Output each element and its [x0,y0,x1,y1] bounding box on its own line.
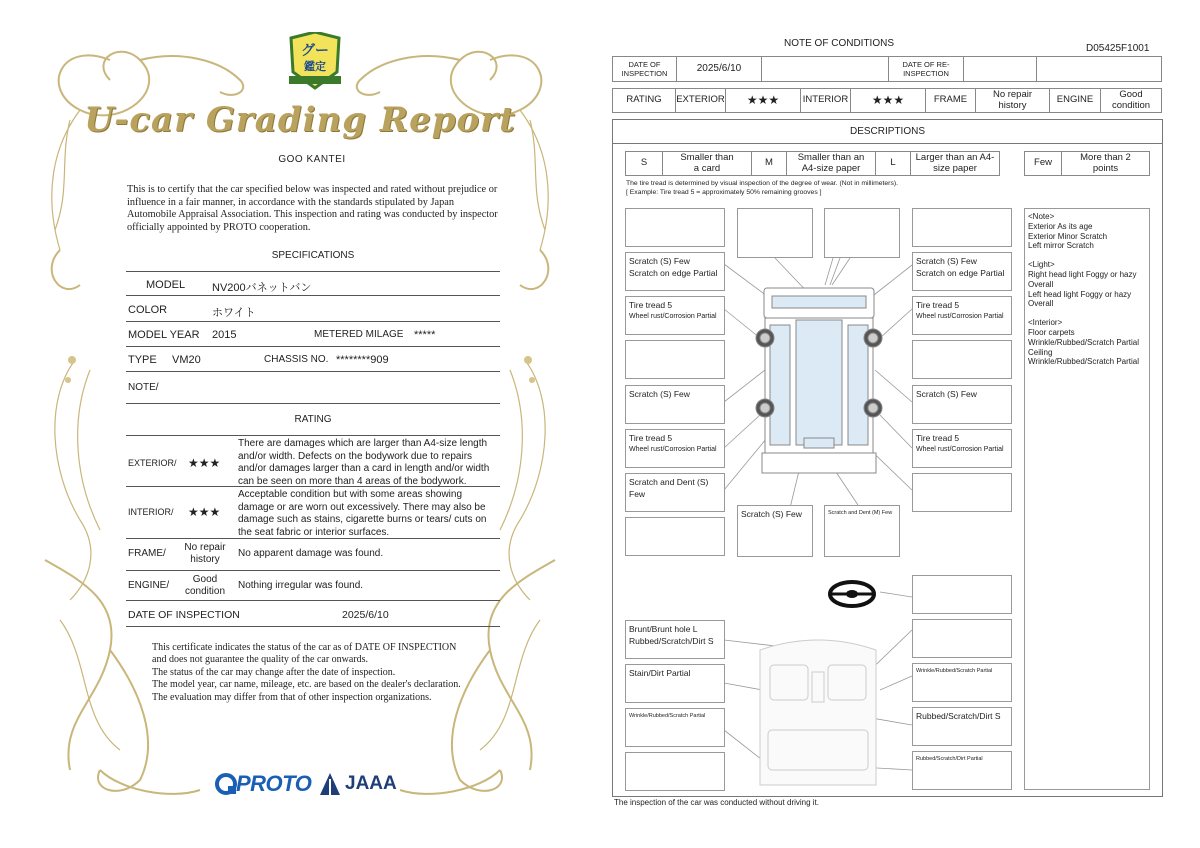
tread-note-2: [ Example: Tire tread 5 = approximately 50% remaining grooves ] [626,189,822,196]
box-right-2-line-1: Scratch (S) Few [916,256,977,266]
rating-row-engine [126,571,500,601]
disclaimer-line-2: The status of the car may change after the date of inspection. [152,666,396,678]
interior-stars: ★★★ [850,88,926,113]
engine-value: Good condition [1100,88,1162,113]
disclaimer-line-3: The model year, car name, mileage, etc. are based on the dealer's declaration. [152,679,461,691]
note-line-4: Left mirror Scratch [1028,241,1094,251]
intro-paragraph: This is to certify that the car specified below was inspected and rated without prejudice or influence in a fair manner, in accordance with the standards stipulated by Japan Automobile Appraisal Association. This inspection and rating was conducted by inspector officially appointed by PROTO cooperation. [127,184,498,233]
exterior-label: EXTERIOR/ [128,458,177,468]
interior-description: Acceptable condition but with some areas showing damage or are worn out excessively. There may also be damage such as stains, cigarette burns or tears/ cuts on the seat fabric or interior surfaces. [238,489,487,538]
badge-text-top: グー [301,42,329,58]
box-right-2-line-2: Scratch on edge Partial [916,268,1005,278]
spec-row-type [126,347,500,372]
exterior-stars: ★★★ [725,88,801,113]
disclaimer-line-1: This certificate indicates the status of the car as of DATE OF INSPECTION and does not guarantee the quality of the car onwards. [152,642,457,666]
damage-box-left-8 [625,517,725,556]
legend-few: Few [1024,151,1062,176]
damage-box-right-3 [912,296,1012,335]
interior-left-1-line-1: Brunt/Brunt hole L [629,624,698,634]
box-bottom-1-line-1: Scratch (S) Few [741,509,802,519]
date-label: DATE OF INSPECTION [128,609,240,621]
box-right-6-line-1: Tire tread 5 [916,433,960,443]
model-year-label: MODEL YEAR [128,329,200,341]
color-value: ホワイト [212,307,256,319]
interior-label: INTERIOR/ [128,507,174,517]
box-right-6-line-2: Wheel rust/Corrosion Partial [916,446,1004,453]
interior-box-left-4 [625,752,725,791]
spec-row-year [126,322,500,347]
legend-s: S [625,151,663,176]
proto-logo [214,770,311,798]
proto-mark-icon [214,772,238,796]
damage-box-right-7 [912,473,1012,512]
interior-left-2-line-1: Stain/Dirt Partial [629,668,691,678]
interior-box-right-0 [912,575,1012,614]
note-line-9: Floor carpets [1028,327,1075,337]
damage-box-left-1 [625,208,725,247]
damage-box-left-4 [625,340,725,379]
chassis-value: ********909 [336,354,389,366]
damage-box-right-6 [912,429,1012,468]
rating-row-frame [126,539,500,571]
box-right-3-line-2: Wheel rust/Corrosion Partial [916,313,1004,320]
report-subtitle: GOO KANTEI [278,154,346,165]
damage-box-right-2 [912,252,1012,291]
interior-right-2-line-1: Wrinkle/Rubbed/Scratch Partial [916,668,993,674]
interior-stars: ★★★ [188,505,221,519]
box-left-3-line-2: Wheel rust/Corrosion Partial [629,313,717,320]
model-value: NV200バネットバン [212,282,312,294]
footer-note: The inspection of the car was conducted without driving it. [614,798,819,807]
type-value: VM20 [172,354,201,366]
report-title: U-car Grading Report [84,100,516,140]
damage-box-bottom-2 [824,505,900,557]
box-bottom-2-line-1: Scratch and Dent (M) Few [828,510,893,516]
color-label: COLOR [128,304,168,316]
proto-logo-text: PROTO [236,771,312,796]
exterior-stars: ★★★ [188,456,221,470]
badge-text-bottom: 鑑定 [304,61,326,73]
frame-value: No repair history [184,542,226,565]
model-label: MODEL [146,279,186,291]
frame-label: FRAME/ [128,548,166,559]
damage-box-left-2 [625,252,725,291]
spec-row-note [126,373,500,404]
damage-box-left-3 [625,296,725,335]
type-label: TYPE [128,354,157,366]
note-line-12: Wrinkle/Rubbed/Scratch Partial [1028,357,1140,367]
steering-wheel-icon [830,582,874,606]
chassis-label: CHASSIS NO. [264,354,329,365]
date-of-inspection-row [126,601,500,627]
date-of-inspection-value: 2025/6/10 [676,56,762,82]
notes-panel [1024,208,1150,790]
date-of-inspection-label: DATE OF INSPECTION [612,56,677,82]
descriptions-heading: DESCRIPTIONS [849,126,925,137]
legend-m: M [751,151,787,176]
rating-label: RATING [612,88,676,113]
interior-left-3-line-1: Wrinkle/Rubbed/Scratch Partial [629,713,706,719]
legend-l: L [875,151,911,176]
disclaimer-line-4: The evaluation may differ from that of other inspection organizations. [152,691,432,703]
jaaa-mark-icon [318,771,342,797]
spec-row-model [126,271,500,296]
goo-kantei-badge [287,32,343,90]
damage-box-left-7 [625,473,725,512]
note-of-conditions-sheet [600,0,1200,848]
interior-box-right-4 [912,751,1012,790]
legend-l-desc: Larger than an A4-size paper [910,151,1000,176]
interior-box-left-3 [625,708,725,747]
damage-box-right-1 [912,208,1012,247]
rating-row-interior [126,487,500,539]
jaaa-logo [318,770,397,798]
damage-box-left-5 [625,385,725,424]
interior-left-1-line-2: Rubbed/Scratch/Dirt S [629,636,714,646]
rating-row-exterior [126,435,500,487]
damage-box-bottom-1 [737,505,813,557]
certificate-disclaimer [152,642,472,704]
damage-box-right-4 [912,340,1012,379]
box-right-3-line-1: Tire tread 5 [916,300,960,310]
interior-right-4-line-1: Rubbed/Scratch/Dirt Partial [916,756,983,762]
legend-s-desc: Smaller than a card [662,151,752,176]
note-line-3: Exterior Minor Scratch [1028,231,1108,241]
date-value: 2025/6/10 [342,609,389,621]
document-id: D05425F1001 [1086,43,1150,54]
tread-note-1: The tire tread is determined by visual inspection of the degree of wear. (Not in millimeters). [626,180,898,187]
reinspection-label: DATE OF RE-INSPECTION [888,56,964,82]
exterior-description: There are damages which are larger than A4-size length and/or width. Defects on the bodywork due to repairs and/or damages larger than a card in length and/or width can be seen on more than 4 areas of the bodywork. [238,438,490,487]
note-line-7: Left head light Foggy or hazy Overall [1028,289,1132,309]
frame-value: No repair history [975,88,1050,113]
engine-description: Nothing irregular was found. [238,580,364,591]
interior-right-3-line-1: Rubbed/Scratch/Dirt S [916,711,1001,721]
note-label: NOTE/ [128,382,159,393]
note-line-2: Exterior As its age [1028,221,1093,231]
legend-few-desc: More than 2 points [1061,151,1150,176]
note-light-heading: <Light> [1028,260,1055,270]
metered-value: ***** [414,329,436,341]
engine-value: Good condition [184,574,226,597]
interior-box-right-1 [912,619,1012,658]
conditions-heading: NOTE OF CONDITIONS [784,38,894,49]
interior-box-right-2 [912,663,1012,702]
engine-label: ENGINE [1049,88,1101,113]
note-heading: <Note> [1028,212,1055,221]
note-line-6: Right head light Foggy or hazy Overall [1028,269,1137,289]
interior-box-right-3 [912,707,1012,746]
damage-box-right-5 [912,385,1012,424]
frame-description: No apparent damage was found. [238,548,384,559]
note-line-10: Wrinkle/Rubbed/Scratch Partial [1028,337,1140,347]
interior-box-left-1 [625,620,725,659]
box-left-6-line-1: Tire tread 5 [629,433,673,443]
box-left-2-line-2: Scratch on edge Partial [629,268,718,278]
damage-box-top-1 [737,208,813,258]
box-left-5-line-1: Scratch (S) Few [629,389,690,399]
jaaa-logo-text: JAAA [345,773,397,794]
box-left-3-line-1: Tire tread 5 [629,300,673,310]
box-left-7-line-1: Scratch and Dent (S) Few [629,477,709,499]
interior-box-left-2 [625,664,725,703]
box-left-2-line-1: Scratch (S) Few [629,256,690,266]
damage-box-left-6 [625,429,725,468]
interior-label: INTERIOR [800,88,851,113]
rating-heading: RATING [294,414,332,425]
exterior-label: EXTERIOR [675,88,726,113]
engine-label: ENGINE/ [128,580,170,591]
specifications-heading: SPECIFICATIONS [271,250,355,261]
note-interior-heading: <Interior> [1028,318,1063,328]
note-line-11: Ceiling [1028,347,1053,357]
spec-row-color [126,297,500,322]
box-left-6-line-2: Wheel rust/Corrosion Partial [629,446,717,453]
damage-box-top-2 [824,208,900,258]
legend-m-desc: Smaller than an A4-size paper [786,151,876,176]
metered-label: METERED MILAGE [314,329,404,340]
box-right-5-line-1: Scratch (S) Few [916,389,977,399]
frame-label: FRAME [925,88,976,113]
model-year-value: 2015 [212,329,237,341]
notes-content [1028,212,1146,367]
